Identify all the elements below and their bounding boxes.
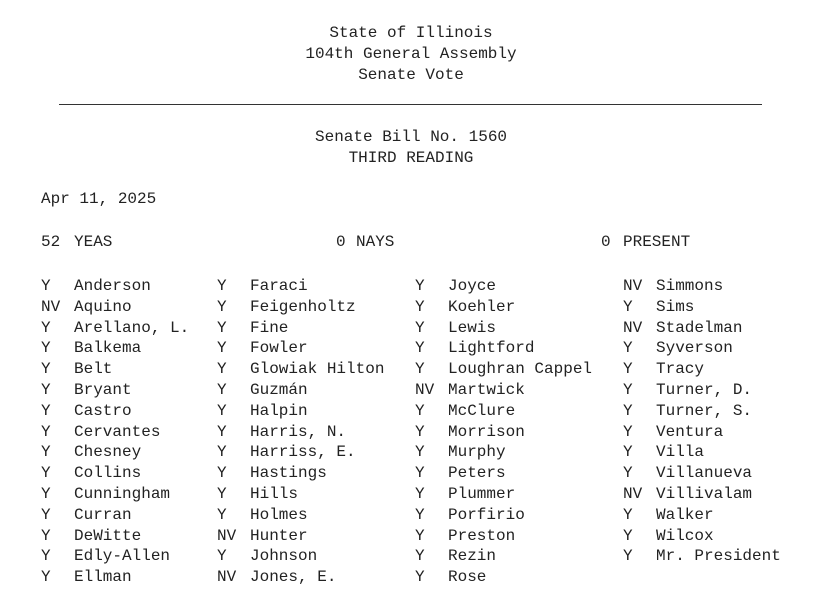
senator-name: McClure [448,402,516,420]
vote-code: Y [623,360,633,378]
senator-name: Arellano, L. [74,319,190,337]
vote-code: Y [217,506,227,524]
vote-code: Y [415,402,425,420]
senator-name: Peters [448,464,506,482]
senator-name: Simmons [656,277,724,295]
vote-code: NV [623,485,643,503]
vote-code: Y [41,402,51,420]
senator-name: Walker [656,506,714,524]
vote-code: Y [41,443,51,461]
senator-name: DeWitte [74,527,142,545]
vote-code: Y [623,464,633,482]
senator-name: Porfirio [448,506,525,524]
senator-name: Cervantes [74,423,161,441]
vote-code: NV [415,381,435,399]
vote-code: Y [623,527,633,545]
vote-code: Y [415,339,425,357]
vote-code: Y [623,381,633,399]
senator-name: Holmes [250,506,308,524]
yeas-count: 52 [41,233,61,251]
vote-code: Y [415,568,425,586]
senator-name: Belt [74,360,113,378]
senator-name: Loughran Cappel [448,360,593,378]
senator-name: Lewis [448,319,497,337]
nays-label: NAYS [356,233,395,251]
vote-code: Y [415,319,425,337]
senator-name: Preston [448,527,516,545]
vote-code: Y [415,506,425,524]
vote-code: Y [415,423,425,441]
vote-code: Y [41,464,51,482]
present-label: PRESENT [623,233,691,251]
vote-code: Y [217,464,227,482]
senator-name: Johnson [250,547,318,565]
vote-code: NV [41,298,61,316]
vote-code: Y [41,360,51,378]
senator-name: Koehler [448,298,516,316]
senator-name: Hills [250,485,299,503]
senator-name: Lightford [448,339,535,357]
vote-code: Y [415,443,425,461]
assembly-title: 104th General Assembly [305,45,517,63]
senator-name: Harris, N. [250,423,347,441]
vote-code: Y [415,464,425,482]
vote-code: Y [623,339,633,357]
vote-code: Y [415,485,425,503]
vote-code: NV [217,527,237,545]
state-title: State of Illinois [329,24,493,42]
senator-name: Villivalam [656,485,753,503]
vote-date: Apr 11, 2025 [41,190,157,208]
vote-code: Y [623,443,633,461]
vote-code: Y [41,485,51,503]
vote-code: Y [41,547,51,565]
senator-name: Fowler [250,339,308,357]
senator-name: Murphy [448,443,506,461]
vote-code: Y [623,506,633,524]
senator-name: Martwick [448,381,525,399]
senator-name: Anderson [74,277,151,295]
senator-name: Collins [74,464,142,482]
bill-number: Senate Bill No. 1560 [314,128,508,146]
vote-code: NV [623,277,643,295]
senator-name: Hastings [250,464,327,482]
vote-code: Y [623,402,633,420]
senator-name: Fine [250,319,289,337]
senator-name: Bryant [74,381,132,399]
vote-code: Y [415,360,425,378]
vote-code: Y [41,506,51,524]
senator-name: Faraci [250,277,308,295]
senator-name: Villa [656,443,705,461]
vote-code: Y [41,527,51,545]
senator-name: Tracy [656,360,705,378]
senator-name: Joyce [448,277,497,295]
senator-name: Curran [74,506,132,524]
senator-name: Wilcox [656,527,714,545]
vote-code: NV [623,319,643,337]
nays-count: 0 [336,233,346,251]
senator-name: Villanueva [656,464,753,482]
vote-code: NV [217,568,237,586]
vote-code: Y [415,527,425,545]
vote-code: Y [41,339,51,357]
vote-code: Y [217,298,227,316]
vote-code: Y [217,443,227,461]
senator-name: Chesney [74,443,142,461]
vote-code: Y [217,360,227,378]
vote-code: Y [415,547,425,565]
header-divider [59,104,762,105]
vote-code: Y [41,423,51,441]
vote-code: Y [217,485,227,503]
vote-code: Y [217,319,227,337]
yeas-label: YEAS [74,233,113,251]
vote-code: Y [41,277,51,295]
senator-name: Rezin [448,547,497,565]
vote-code: Y [41,319,51,337]
senator-name: Cunningham [74,485,171,503]
senator-name: Aquino [74,298,132,316]
senator-name: Harriss, E. [250,443,356,461]
senator-name: Guzmán [250,381,308,399]
vote-code: Y [217,339,227,357]
vote-code: Y [217,277,227,295]
senator-name: Castro [74,402,132,420]
vote-code: Y [415,298,425,316]
vote-code: Y [217,381,227,399]
vote-code: Y [623,298,633,316]
senator-name: Jones, E. [250,568,337,586]
senator-name: Glowiak Hilton [250,360,385,378]
vote-code: Y [41,568,51,586]
vote-code: Y [217,547,227,565]
senator-name: Feigenholtz [250,298,356,316]
senator-name: Ventura [656,423,724,441]
senator-name: Sims [656,298,695,316]
vote-code: Y [41,381,51,399]
vote-code: Y [623,547,633,565]
senator-name: Morrison [448,423,525,441]
senator-name: Balkema [74,339,142,357]
senator-name: Plummer [448,485,516,503]
senator-name: Ellman [74,568,132,586]
senator-name: Hunter [250,527,308,545]
vote-code: Y [217,402,227,420]
vote-code: Y [217,423,227,441]
vote-code: Y [415,277,425,295]
senator-name: Stadelman [656,319,743,337]
senator-name: Turner, D. [656,381,753,399]
vote-code: Y [623,423,633,441]
senator-name: Rose [448,568,487,586]
reading-stage: THIRD READING [348,149,474,167]
present-count: 0 [601,233,611,251]
senator-name: Halpin [250,402,308,420]
chamber-title: Senate Vote [358,66,464,84]
senator-name: Turner, S. [656,402,753,420]
senator-name: Syverson [656,339,733,357]
senator-name: Mr. President [656,547,781,565]
senator-name: Edly-Allen [74,547,171,565]
